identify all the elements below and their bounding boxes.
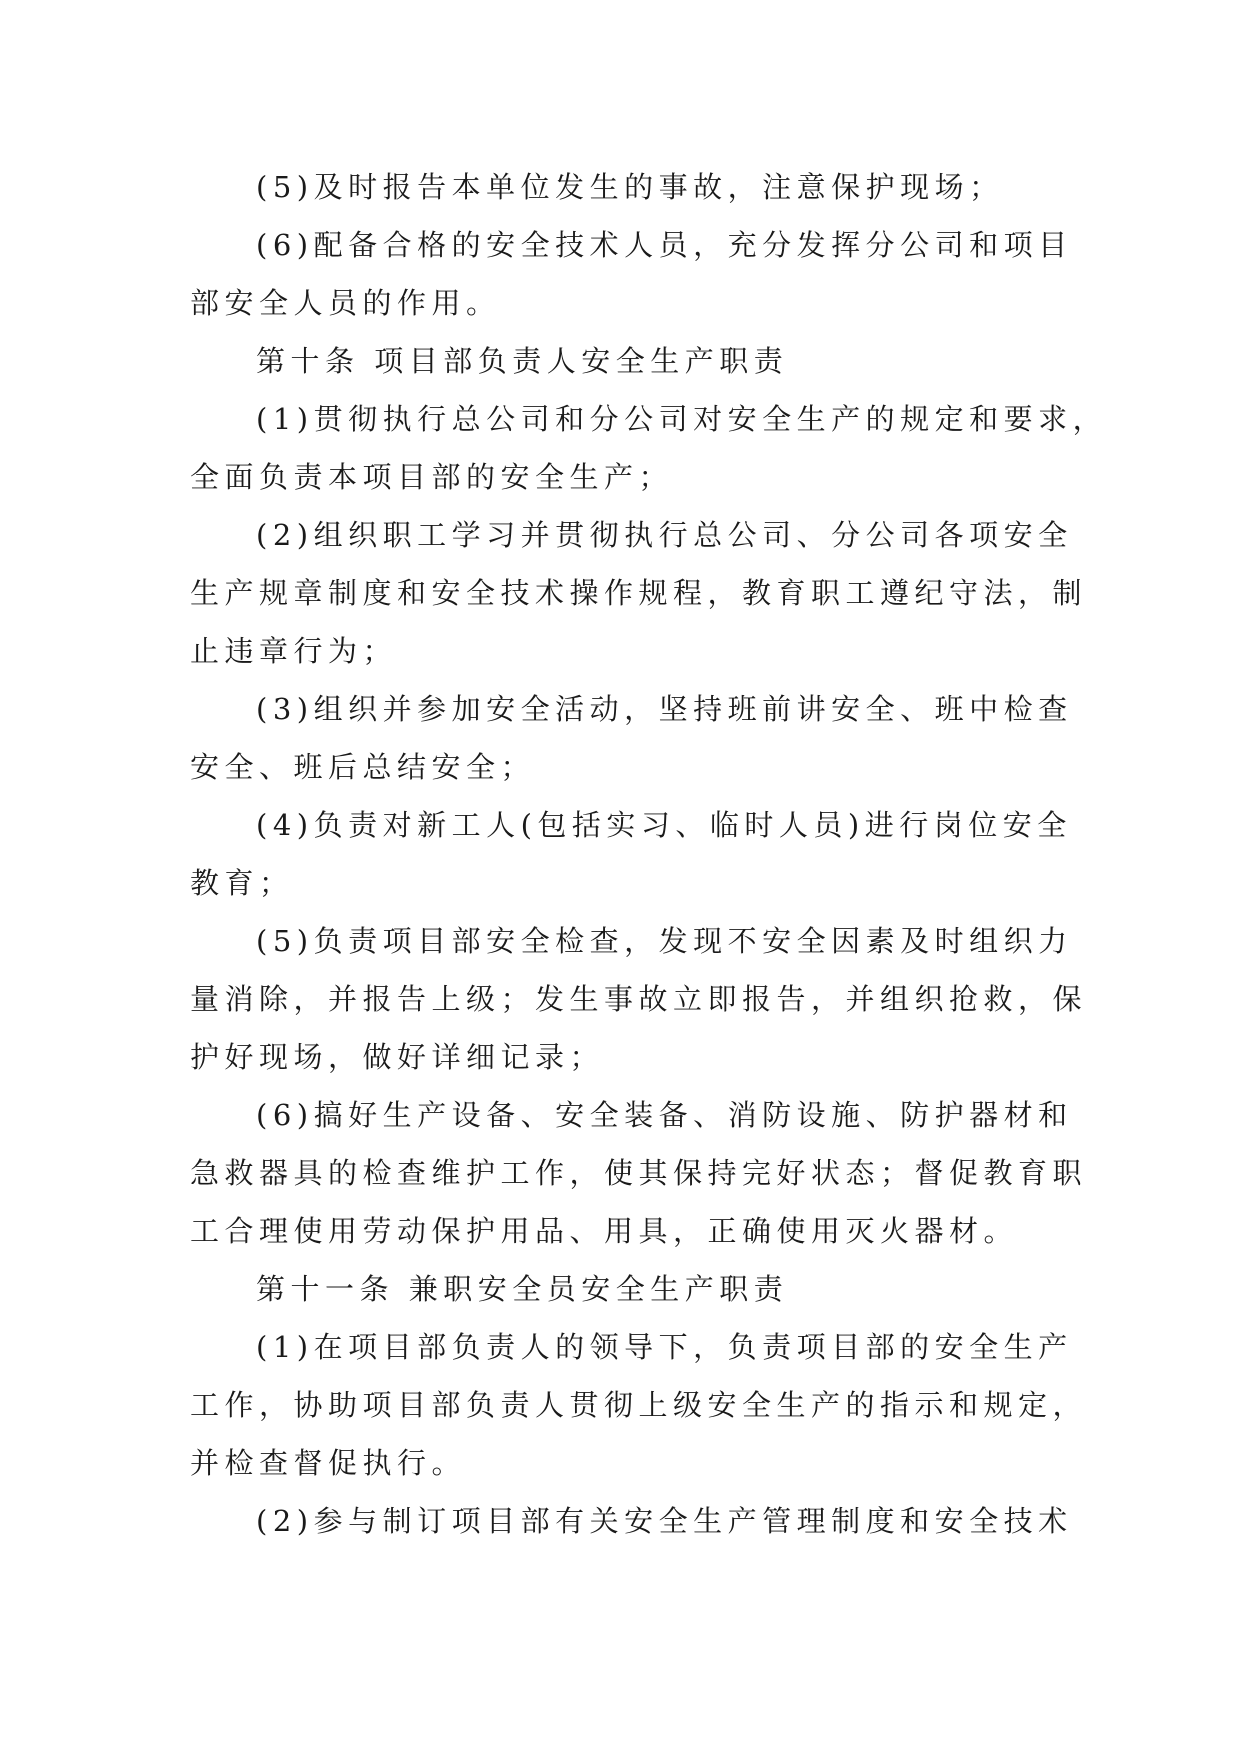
art10-item-3-cont: 安全、班后总结安全； [190,750,536,784]
art10-item-6: (6)搞好生产设备、安全装备、消防设施、防护器材和 [256,1098,1073,1132]
art10-item-2-cont-1: 生产规章制度和安全技术操作规程，教育职工遵纪守法，制 [190,576,1088,610]
item-5-report-accidents: (5)及时报告本单位发生的事故，注意保护现场； [256,170,1004,204]
art10-item-5: (5)负责项目部安全检查，发现不安全因素及时组织力 [256,924,1073,958]
art10-item-5-cont-2: 护好现场，做好详细记录； [190,1040,605,1074]
art10-item-1-cont: 全面负责本项目部的安全生产； [190,460,674,494]
art10-item-6-cont-1: 急救器具的检查维护工作，使其保持完好状态；督促教育职 [190,1156,1088,1190]
item-6-safety-staff-cont: 部安全人员的作用。 [190,286,501,320]
art11-item-2: (2)参与制订项目部有关安全生产管理制度和安全技术 [256,1504,1073,1538]
art10-item-5-cont-1: 量消除，并报告上级；发生事故立即报告，并组织抢救，保 [190,982,1088,1016]
article-10-heading: 第十条 项目部负责人安全生产职责 [256,344,789,378]
art10-item-4: (4)负责对新工人(包括实习、临时人员)进行岗位安全 [256,808,1072,842]
article-11-heading: 第十一条 兼职安全员安全生产职责 [256,1272,789,1306]
item-6-safety-staff: (6)配备合格的安全技术人员，充分发挥分公司和项目 [256,228,1073,262]
art10-item-2-cont-2: 止违章行为； [190,634,398,668]
art10-item-4-cont: 教育； [190,866,294,900]
art10-item-1: (1)贯彻执行总公司和分公司对安全生产的规定和要求， [256,402,1108,436]
art10-item-2: (2)组织职工学习并贯彻执行总公司、分公司各项安全 [256,518,1073,552]
art10-item-3: (3)组织并参加安全活动，坚持班前讲安全、班中检查 [256,692,1073,726]
art10-item-6-cont-2: 工合理使用劳动保护用品、用具，正确使用灭火器材。 [190,1214,1019,1248]
art11-item-1-cont-2: 并检查督促执行。 [190,1446,467,1480]
art11-item-1-cont-1: 工作，协助项目部负责人贯彻上级安全生产的指示和规定， [190,1388,1088,1422]
art11-item-1: (1)在项目部负责人的领导下，负责项目部的安全生产 [256,1330,1073,1364]
document-page [190,158,1108,1550]
